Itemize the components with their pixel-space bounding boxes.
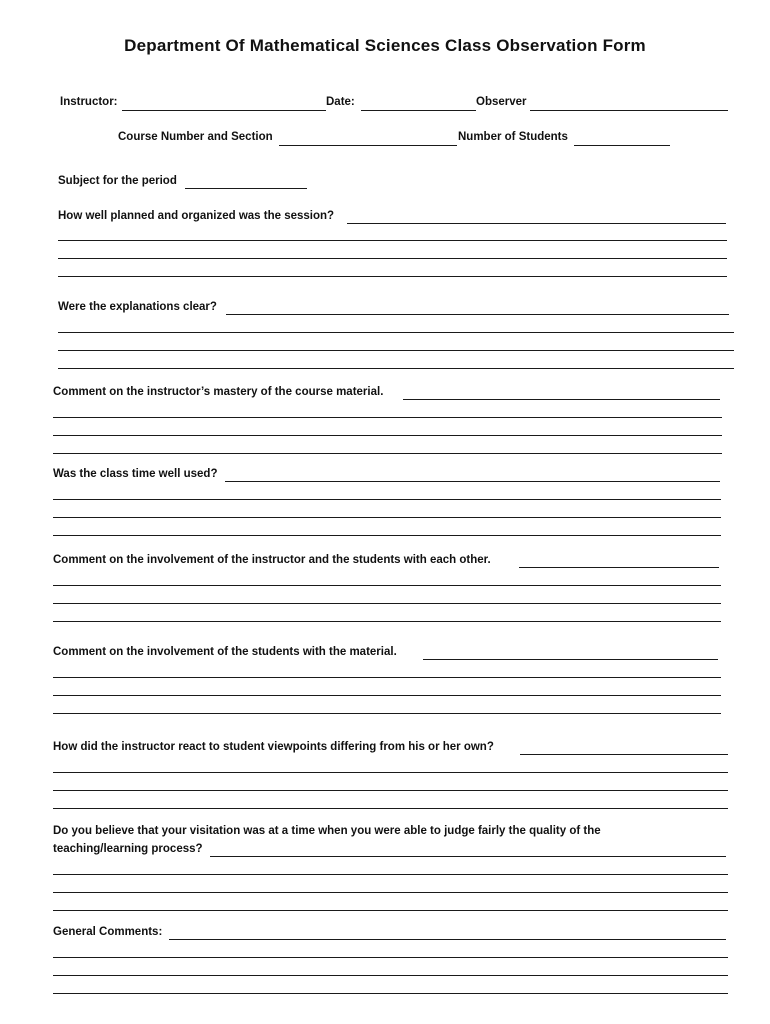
answer-line[interactable] <box>53 975 728 976</box>
answer-line[interactable] <box>169 939 726 940</box>
answer-line[interactable] <box>53 910 728 911</box>
answer-line[interactable] <box>53 603 721 604</box>
answer-line[interactable] <box>53 713 721 714</box>
question-visitation: Do you believe that your visitation was at a time when you were able to judge fairly the quality of the <box>53 825 601 837</box>
answer-line[interactable] <box>53 772 728 773</box>
answer-line[interactable] <box>226 314 729 315</box>
question-involvement-material: Comment on the involvement of the students with the material. <box>53 646 397 658</box>
answer-line[interactable] <box>53 808 728 809</box>
answer-line[interactable] <box>53 621 721 622</box>
course-label: Course Number and Section <box>118 131 273 143</box>
answer-line[interactable] <box>58 350 734 351</box>
answer-line[interactable] <box>53 499 721 500</box>
observer-field[interactable] <box>530 110 728 111</box>
course-field[interactable] <box>279 145 457 146</box>
answer-line[interactable] <box>53 517 721 518</box>
question-time-used: Was the class time well used? <box>53 468 218 480</box>
date-label: Date: <box>326 96 355 108</box>
answer-line[interactable] <box>53 790 728 791</box>
answer-line[interactable] <box>519 567 719 568</box>
students-label: Number of Students <box>458 131 568 143</box>
form-title: Department Of Mathematical Sciences Class Observation Form <box>124 36 646 55</box>
answer-line[interactable] <box>53 695 721 696</box>
answer-line[interactable] <box>58 368 734 369</box>
question-mastery: Comment on the instructor’s mastery of the course material. <box>53 386 384 398</box>
answer-line[interactable] <box>520 754 728 755</box>
question-visitation-cont: teaching/learning process? <box>53 843 203 855</box>
answer-line[interactable] <box>53 874 728 875</box>
subject-field[interactable] <box>185 188 307 189</box>
instructor-field[interactable] <box>122 110 326 111</box>
students-field[interactable] <box>574 145 670 146</box>
answer-line[interactable] <box>53 417 722 418</box>
answer-line[interactable] <box>347 223 726 224</box>
question-viewpoints: How did the instructor react to student viewpoints differing from his or her own? <box>53 741 494 753</box>
answer-line[interactable] <box>210 856 726 857</box>
answer-line[interactable] <box>58 332 734 333</box>
answer-line[interactable] <box>225 481 720 482</box>
answer-line[interactable] <box>423 659 718 660</box>
answer-line[interactable] <box>58 240 727 241</box>
answer-line[interactable] <box>53 993 728 994</box>
question-planned: How well planned and organized was the session? <box>58 210 335 222</box>
observer-label: Observer <box>476 96 527 108</box>
question-explanations: Were the explanations clear? <box>58 301 217 313</box>
answer-line[interactable] <box>53 585 721 586</box>
subject-label: Subject for the period <box>58 175 177 187</box>
answer-line[interactable] <box>403 399 720 400</box>
answer-line[interactable] <box>53 535 721 536</box>
general-comments-label: General Comments: <box>53 926 163 938</box>
answer-line[interactable] <box>53 453 722 454</box>
instructor-label: Instructor: <box>60 96 118 108</box>
date-field[interactable] <box>361 110 476 111</box>
answer-line[interactable] <box>58 258 727 259</box>
answer-line[interactable] <box>53 957 728 958</box>
answer-line[interactable] <box>53 677 721 678</box>
answer-line[interactable] <box>53 435 722 436</box>
answer-line[interactable] <box>53 892 728 893</box>
question-involvement-each-other: Comment on the involvement of the instructor and the students with each other. <box>53 554 491 566</box>
answer-line[interactable] <box>58 276 727 277</box>
